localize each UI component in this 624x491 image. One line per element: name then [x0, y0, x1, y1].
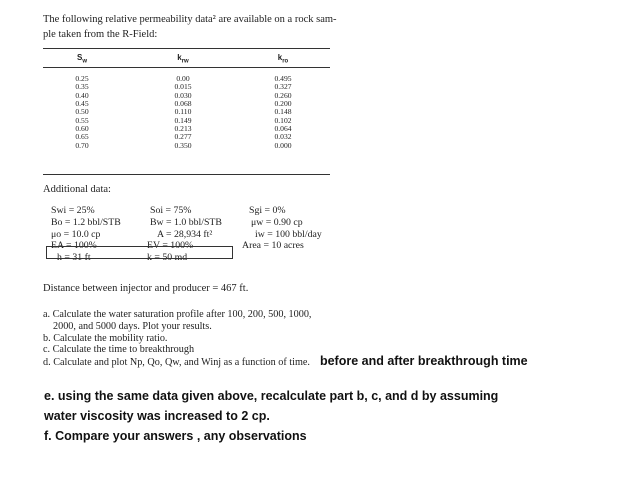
kro-cell: 0.000: [274, 140, 292, 150]
task-d-text: d. Calculate and plot Np, Qo, Qw, and Winj as a function of time.: [43, 357, 310, 369]
column-sw: [52, 75, 112, 150]
additional-title: Additional data:: [43, 184, 111, 195]
task-list: [43, 309, 528, 369]
ea-value: EA = 100%: [51, 240, 97, 252]
note-e-line-2: water viscosity was increased to 2 cp.: [44, 409, 270, 423]
muo-value: μo = 10.0 cp: [51, 228, 101, 240]
kro-cell: 0.495: [274, 74, 292, 83]
note-e-line-1: e. using the same data given above, recalculate part b, c, and d by assuming: [44, 389, 499, 403]
iw-value: iw = 100 bbl/day: [255, 228, 322, 240]
task-a-line-1: a. Calculate the water saturation profile after 100, 200, 500, 1000,: [43, 309, 312, 320]
additional-col-3: [241, 205, 322, 252]
table-header-rule: [43, 67, 330, 68]
kro-cell: 0.148: [274, 107, 292, 117]
krw-cell: 0.350: [174, 140, 192, 150]
header-kro: $k_{ro}$: [277, 53, 289, 65]
k-value: k = 50 md: [147, 252, 188, 264]
kro-cell: 0.032: [274, 132, 292, 142]
distance-text: Distance between injector and producer = 467 ft.: [43, 283, 249, 294]
muw-value: μw = 0.90 cp: [251, 216, 303, 228]
task-b: b. Calculate the mobility ratio.: [43, 332, 168, 344]
swi-value: Swi = 25%: [51, 205, 95, 216]
kro-cell: 0.102: [274, 115, 292, 125]
soi-value: Soi = 75%: [150, 205, 192, 216]
efficiency-box: [46, 246, 233, 259]
intro-line-1: The following relative permeability data² are available on a rock sam-: [43, 14, 337, 25]
krw-cell: 0.00: [176, 74, 190, 83]
krw-cell: 0.277: [174, 132, 192, 142]
krw-cell: 0.213: [174, 124, 192, 134]
sw-cell: 0.55: [75, 115, 89, 125]
intro-paragraph: [43, 12, 337, 42]
h-value: h = 31 ft: [57, 252, 91, 264]
task-d: [43, 356, 528, 369]
bw-value: Bw = 1.0 bbl/STB: [150, 216, 222, 228]
column-kro: [253, 75, 313, 150]
task-c: c. Calculate the time to breakthrough: [43, 344, 195, 356]
kro-cell: 0.200: [274, 99, 292, 109]
krw-cell: 0.015: [174, 82, 192, 92]
sw-cell: 0.40: [75, 90, 89, 100]
header-krw: $k_{rw}$: [177, 53, 189, 65]
sw-cell: 0.70: [75, 140, 89, 150]
ev-value: EV = 100%: [147, 240, 194, 252]
task-d-note: before and after breakthrough time: [319, 354, 528, 369]
intro-line-2: ple taken from the R-Field:: [43, 29, 158, 40]
sw-cell: 0.35: [75, 82, 89, 92]
sgi-value: Sgi = 0%: [249, 205, 286, 216]
kro-cell: 0.064: [274, 124, 292, 134]
header-sw: $S_w$: [76, 53, 87, 65]
sw-cell: 0.45: [75, 99, 89, 109]
area-acres-value: Area = 10 acres: [242, 240, 304, 252]
krw-cell: 0.110: [174, 107, 192, 117]
table-top-rule: [43, 48, 330, 49]
sw-cell: 0.65: [75, 132, 89, 142]
krw-cell: 0.149: [174, 115, 192, 125]
sw-cell: 0.25: [75, 74, 89, 83]
area-ft-value: A = 28,934 ft²: [157, 228, 213, 240]
column-krw: [153, 75, 213, 150]
sw-cell: 0.50: [75, 107, 89, 117]
krw-cell: 0.030: [174, 90, 192, 100]
sw-cell: 0.60: [75, 124, 89, 134]
bo-value: Bo = 1.2 bbl/STB: [51, 216, 121, 228]
table-bottom-rule: [43, 174, 330, 175]
kro-cell: 0.260: [274, 90, 292, 100]
note-f: f. Compare your answers , any observations: [44, 429, 307, 443]
krw-cell: 0.068: [174, 99, 192, 109]
task-a-line-2: 2000, and 5000 days. Plot your results.: [53, 320, 212, 332]
kro-cell: 0.327: [274, 82, 292, 92]
